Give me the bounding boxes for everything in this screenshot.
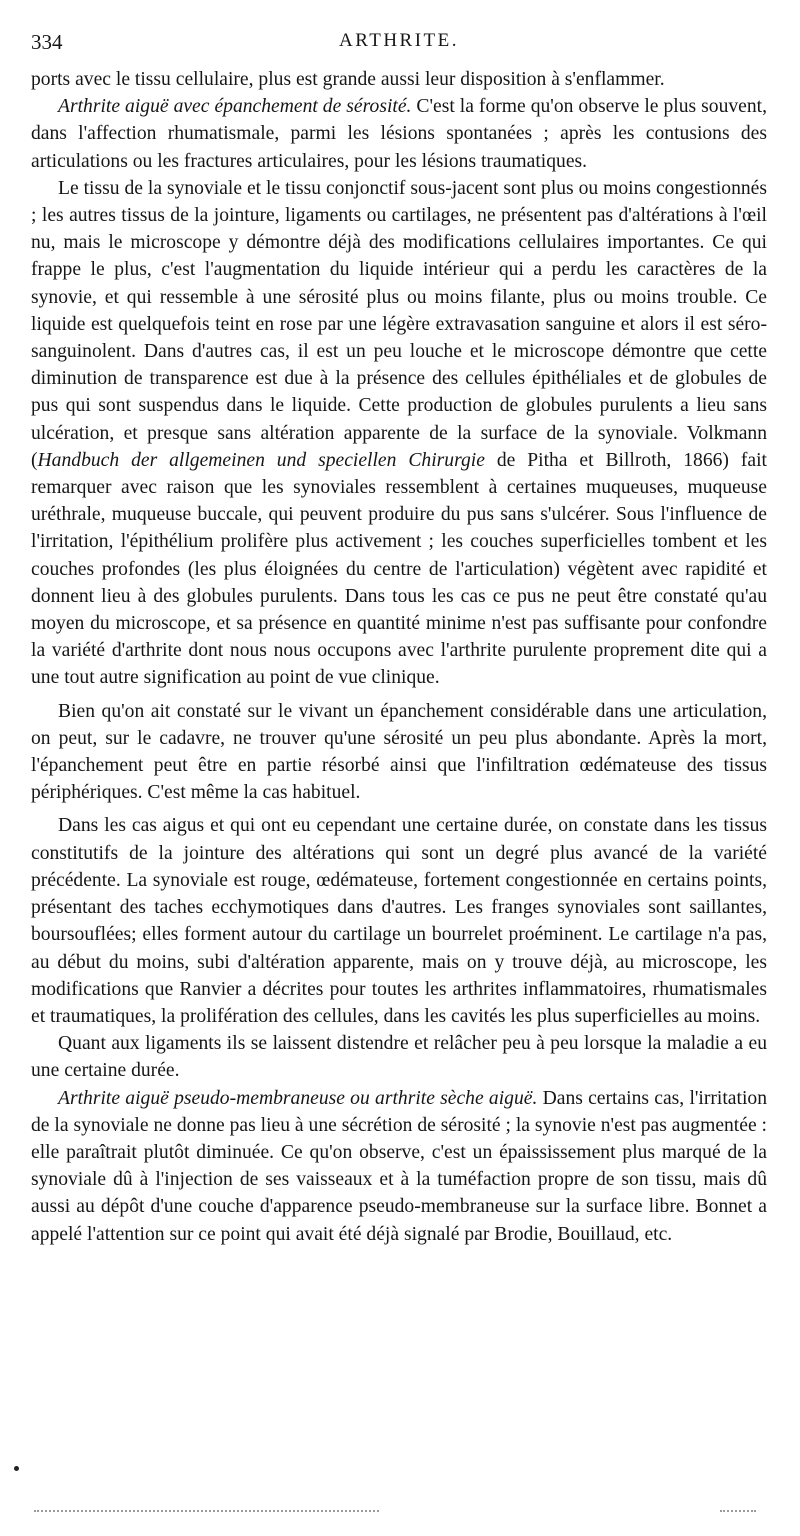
- paragraph-text: C'est la forme qu'on observe le plus souvent, dans l'affection rhumatismale, parmi les lésions spontanées ; après les contusions des articulations ou les fractures articulaires, pour les lésions traumatiques.: [31, 96, 767, 172]
- page-header: [31, 30, 767, 58]
- margin-mark: [14, 1466, 19, 1471]
- paragraph-text: Le tissu de la synoviale et le tissu conjonctif sous-jacent sont plus ou moins congestionnés ; les autres tissus de la jointure, ligaments ou cartilages, ne présentent pas d'altérations à l'œil nu, mais le microscope y démontre déjà des modifications cellulaires importantes. Ce qui frappe le plus, c'est l'augmentation du liquide intérieur qui a perdu les caractères de la synovie, et qui ressemble à une sérosité plus ou moins filante, plus ou moins trouble. Ce liquide est quelquefois teint en rose par une légère extravasation sanguine et alors il est séro-sanguinolent. Dans d'autres cas, il est un peu louche et le microscope démontre que cette diminution de transparence est due à la présence des cellules épithéliales et de globules de pus qui sont suspendus dans le liquide. Cette production de globules purulents a lieu sans ulcération, et presque sans altération apparente de la surface de la synoviale. Volkmann (: [31, 177, 767, 471]
- paragraph-acute-cases: [31, 812, 767, 1030]
- paragraph-ligaments: [31, 1030, 767, 1084]
- section-heading: Arthrite aiguë avec épanchement de sérosité.: [58, 96, 412, 118]
- paragraph-continuation: [31, 66, 767, 93]
- footer-dotted-rule-short: [720, 1510, 756, 1512]
- section-heading: Arthrite aiguë pseudo-membraneuse ou arthrite sèche aiguë.: [58, 1087, 538, 1109]
- paragraph-text: ports avec le tissu cellulaire, plus est grande aussi leur disposition à s'enflammer.: [31, 69, 665, 90]
- paragraph-text: Dans les cas aigus et qui ont eu cependant une certaine durée, on constate dans les tissus constitutifs de la jointure des altérations qui sont un degré plus avancé de la variété précédente. La synoviale est rouge, œdémateuse, fortement congestionnée en certains points, présentant des taches ecchymotiques dans d'autres. Les franges synoviales sont saillantes, boursouflées; elles forment autour du cartilage un bourrelet proéminent. Le cartilage n'a pas, au début du moins, subi d'altération apparente, mais on y trouve déjà, au microscope, les modifications que Ranvier a décrites pour toutes les arthrites inflammatoires, rhumatismales et traumatiques, la prolifération des cellules, dans les cavités les plus superficielles au moins.: [31, 815, 767, 1027]
- paragraph-pseudo-membranous: [31, 1085, 767, 1248]
- footer-dotted-rule: [34, 1510, 379, 1512]
- body-text: [31, 66, 767, 1248]
- paragraph-cadaver: [31, 698, 767, 807]
- paragraph-synovial-tissue: [31, 175, 767, 692]
- running-title: ARTHRITE.: [338, 30, 460, 51]
- paragraph-text: Dans certains cas, l'irritation de la synoviale ne donne pas lieu à une sécrétion de sérosité ; la synovie n'est pas augmentée : elle paraîtrait plutôt diminuée. Ce qu'on observe, c'est un épaississement plus marqué de la synoviale dû à l'injection de ses vaisseaux et à la tuméfaction propre de son tissu, mais dû aussi au dépôt d'une couche d'apparence pseudo-membraneuse sur la surface libre. Bonnet a appelé l'attention sur ce point qui avait été déjà signalé par Brodie, Bouillaud, etc.: [31, 1087, 767, 1245]
- paragraph-text: Bien qu'on ait constaté sur le vivant un épanchement considérable dans une articulation, on peut, sur le cadavre, ne trouver qu'une sérosité un peu plus abondante. Après la mort, l'épanchement peut être en partie résorbé ainsi que l'infiltration œdémateuse des tissus périphériques. C'est même la cas habituel.: [31, 700, 767, 804]
- page-number: 334: [31, 30, 63, 54]
- citation-title: Handbuch der allgemeinen und speciellen Chirurgie: [37, 449, 485, 471]
- paragraph-serous-effusion: [31, 93, 767, 175]
- paragraph-text: Quant aux ligaments ils se laissent distendre et relâcher peu à peu lorsque la maladie a eu une certaine durée.: [31, 1033, 767, 1082]
- paragraph-text-continued: de Pitha et Billroth, 1866) fait remarquer avec raison que les synoviales ressemblent à certaines muqueuses, muqueuse uréthrale, muqueuse buccale, qui peuvent produire du pus sans s'ulcérer. Sous l'influence de l'irritation, l'épithélium prolifère plus activement ; les couches superficielles tombent et les couches profondes (les plus éloignées du centre de l'articulation) végètent avec rapidité et donnent lieu à des globules purulents. Dans tous les cas ce pus ne peut être constaté qu'au moyen du microscope, et sa présence en quantité minime n'est pas suffisante pour confondre la variété d'arthrite dont nous nous occupons avec l'arthrite purulente proprement dite qui a une tout autre signification au point de vue clinique.: [31, 449, 767, 689]
